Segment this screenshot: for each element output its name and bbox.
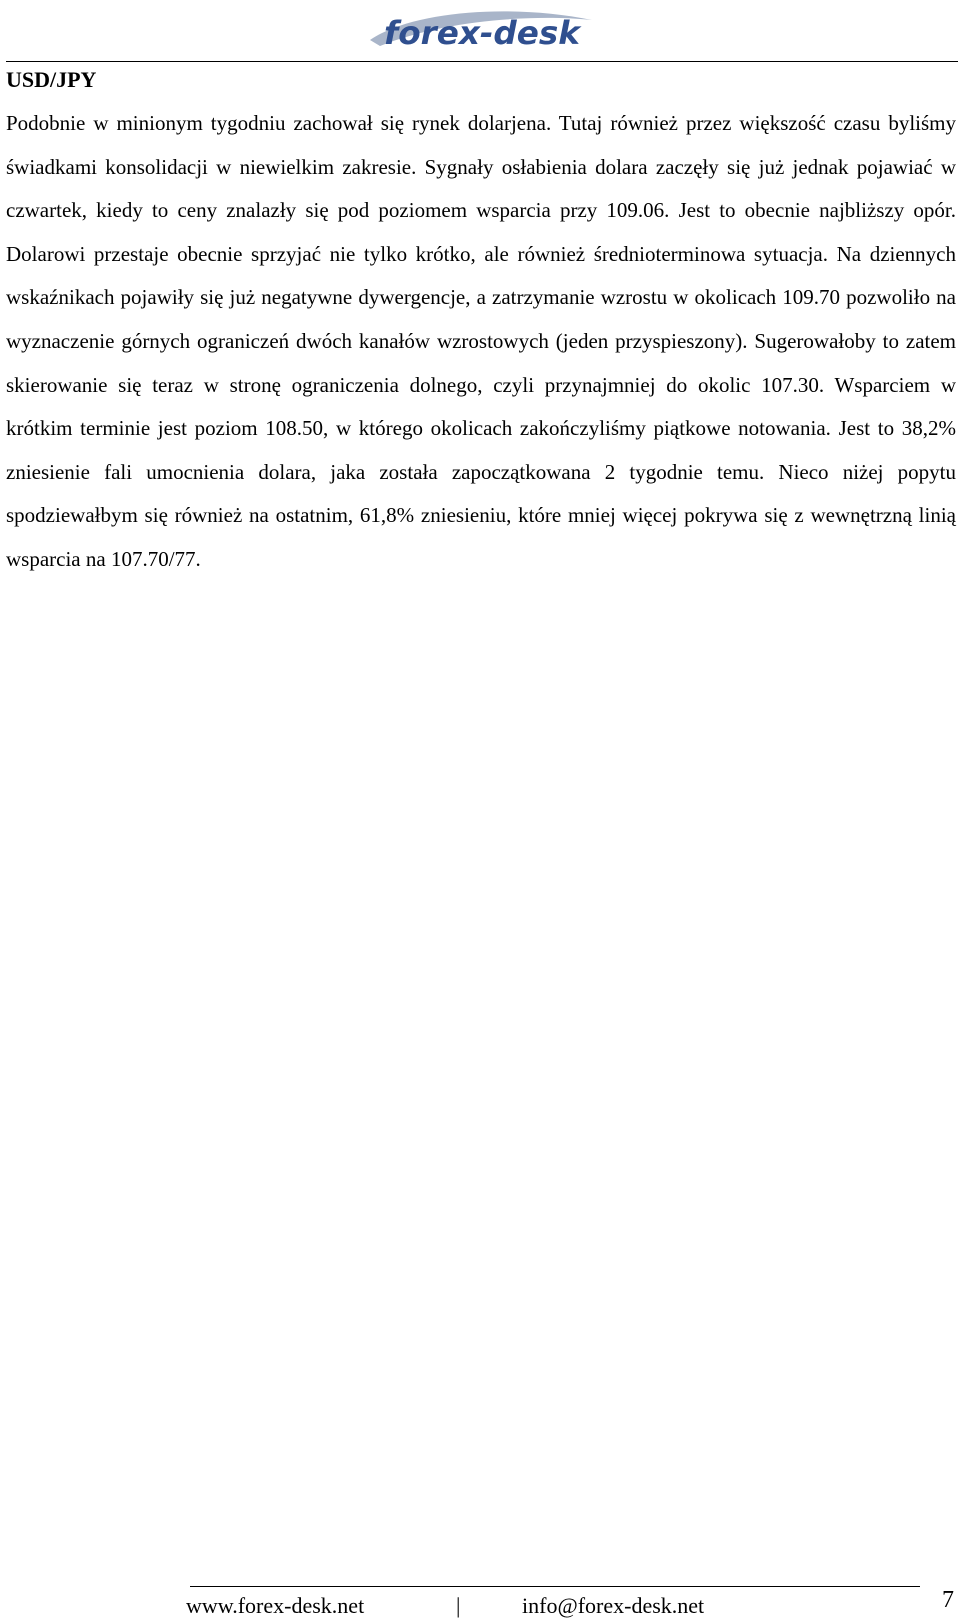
logo-text: forex-desk [384,14,582,52]
section-title: USD/JPY [6,67,97,92]
footer-divider [190,1586,920,1587]
page-number: 7 [942,1587,954,1613]
header-divider [6,61,958,62]
main-content [6,64,956,582]
footer-website-link[interactable]: www.forex-desk.net [186,1593,365,1618]
page-footer [186,1592,926,1620]
footer-separator: | [456,1593,461,1618]
footer-email-link[interactable]: info@forex-desk.net [522,1593,705,1618]
page-header [0,0,960,64]
forex-desk-logo [364,6,600,54]
section-paragraph: Podobnie w minionym tygodniu zachował się rynek dolarjena. Tutaj również przez większość czasu byliśmy świadkami konsolidacji w niewielkim zakresie. Sygnały osłabienia dolara zaczęły się już jednak pojawiać w czwartek, kiedy to ceny znalazły się pod poziomem wsparcia przy 109.06. Jest to obecnie najbliższy opór. Dolarowi przestaje obecnie sprzyjać nie tylko krótko, ale również średnioterminowa sytuacja. Na dziennych wskaźnikach pojawiły się już negatywne dywergencje, a zatrzymanie wzrostu w okolicach 109.70 pozwoliło na wyznaczenie górnych ograniczeń dwóch kanałów wzrostowych (jeden przyspieszony). Sugerowałoby to zatem skierowanie się teraz w stronę ograniczenia dolnego, czyli przynajmniej do okolic 107.30. Wsparciem w krótkim terminie jest poziom 108.50, w którego okolicach zakończyliśmy piątkowe notowania. Jest to 38,2% zniesienie fali umocnienia dolara, jaka została zapoczątkowana 2 tygodnie temu. Nieco niżej popytu spodziewałbym się również na ostatnim, 61,8% zniesieniu, które mniej więcej pokrywa się z wewnętrzną linią wsparcia na 107.70/77. [6,111,956,571]
